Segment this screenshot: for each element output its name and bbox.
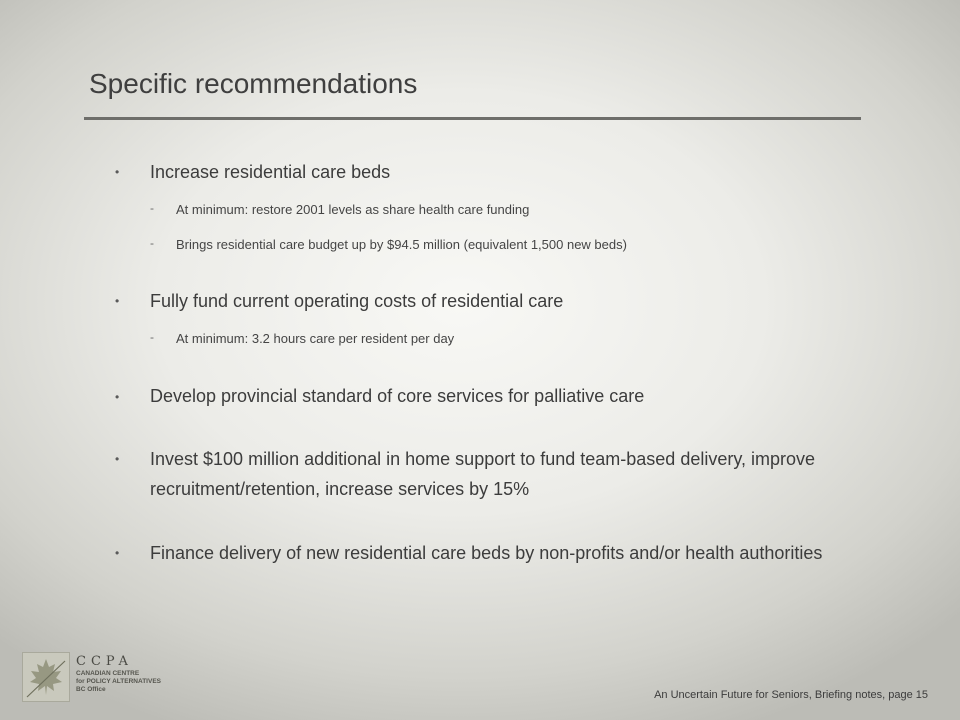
- bullet-item: Increase residential care beds: [150, 162, 391, 182]
- bullet-marker: •: [115, 390, 120, 404]
- bullet-marker: •: [115, 546, 120, 560]
- maple-leaf-icon: [22, 652, 70, 702]
- sub-item: At minimum: 3.2 hours care per resident per day: [176, 331, 455, 346]
- bullet-item: Develop provincial standard of core services for palliative care: [150, 386, 645, 406]
- sub-item: At minimum: restore 2001 levels as share health care funding: [176, 202, 530, 217]
- sub-marker: -: [150, 201, 154, 215]
- footer-citation: An Uncertain Future for Seniors, Briefing notes, page 15: [654, 689, 928, 701]
- bullet-marker: •: [115, 452, 120, 466]
- bullet-item: Finance delivery of new residential care beds by non-profits and/or health authorities: [150, 543, 823, 563]
- sub-item: Brings residential care budget up by $94.5 million (equivalent 1,500 new beds): [176, 237, 627, 252]
- logo-line-1: CANADIAN CENTRE: [76, 670, 140, 677]
- bullet-item: Fully fund current operating costs of residential care: [150, 291, 564, 311]
- bullet-item: Invest $100 million additional in home support to fund team-based delivery, improve recruitment/retention, increase services by 15%: [150, 449, 816, 499]
- ccpa-logo: [22, 652, 182, 704]
- sub-marker: -: [150, 330, 154, 344]
- logo-acronym: CCPA: [76, 654, 133, 669]
- logo-line-3: BC Office: [76, 686, 106, 693]
- logo-line-2: for POLICY ALTERNATIVES: [76, 678, 161, 685]
- slide-title: Specific recommendations: [89, 68, 418, 99]
- sub-marker: -: [150, 236, 154, 250]
- bullet-marker: •: [115, 165, 120, 179]
- bullet-marker: •: [115, 294, 120, 308]
- logo-text: [76, 654, 161, 694]
